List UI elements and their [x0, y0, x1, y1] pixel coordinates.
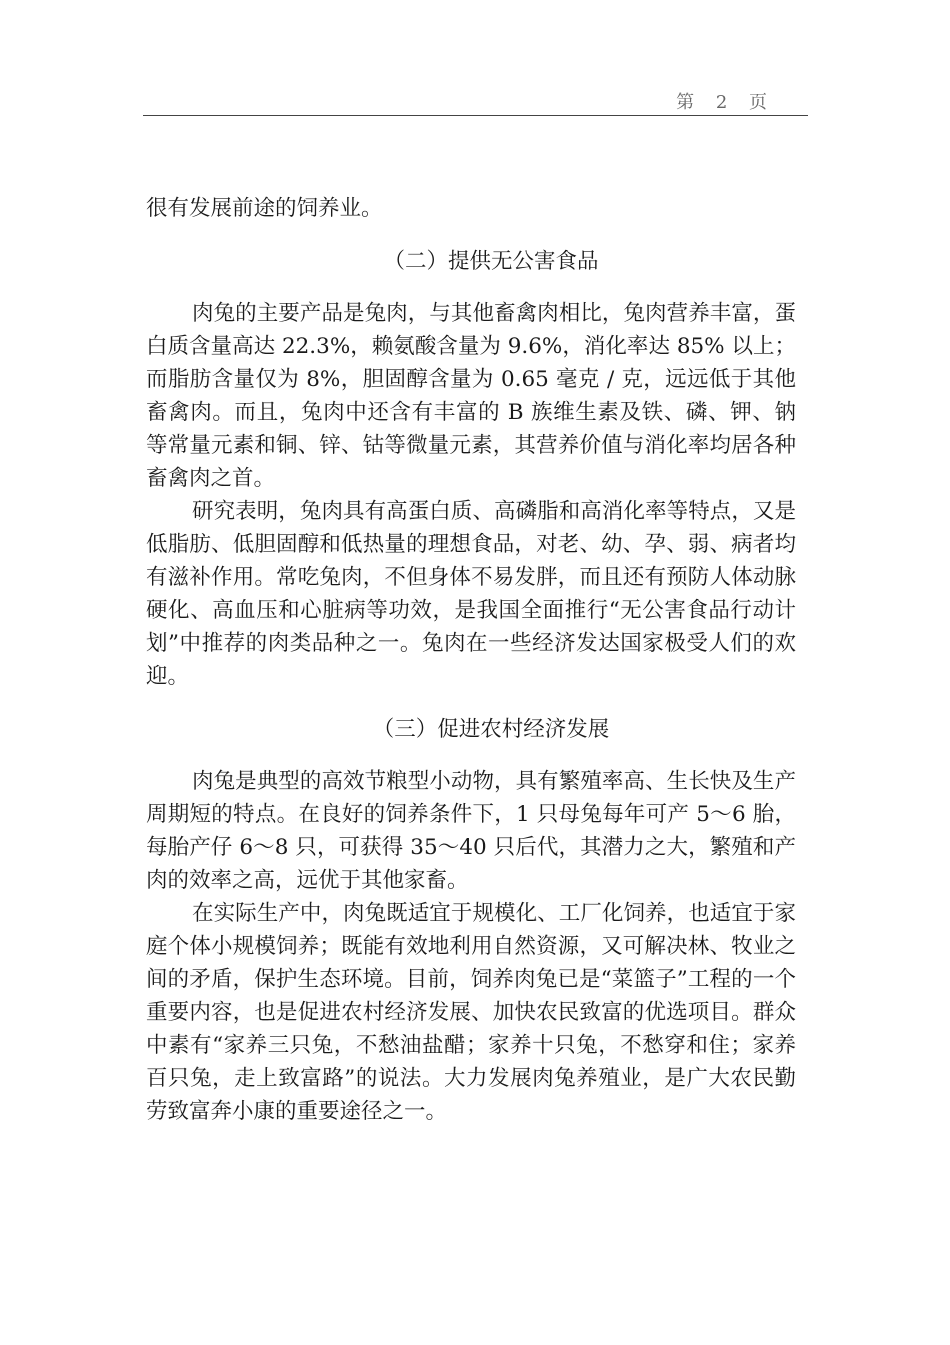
section-3-paragraph-2: 在实际生产中，肉兔既适宜于规模化、工厂化饲养，也适宜于家庭个体小规模饲养；既能有效地利用自然资源，又可解决林、牧业之间的矛盾，保护生态环境。目前，饲养肉兔已是“菜篮子”工程的一个重要内容，也是促进农村经济发展、加快农民致富的优选项目。群众中素有“家养三只兔，不愁油盐醋；家养十只兔，不愁穿和住；家养百只兔，走上致富路”的说法。大力发展肉兔养殖业，是广大农民勤劳致富奔小康的重要途径之一。: [146, 901, 796, 1124]
section-2-paragraph-1: 肉兔的主要产品是兔肉，与其他畜禽肉相比，兔肉营养丰富，蛋白质含量高达 22.3%，赖氨酸含量为 9.6%，消化率达 85% 以上；而脂肪含量仅为 8%，胆固醇含量为 0.65 毫克 / 克，远远低于其他畜禽肉。而且，兔肉中还含有丰富的 B 族维生素及铁、磷、钾、钠等常量元素和铜、锌、钴等微量元素，其营养价值与消化率均居各种畜禽肉之首。: [146, 301, 796, 491]
page-number-header: 第 2 页: [676, 92, 775, 113]
section-2-paragraph-2: 研究表明，兔肉具有高蛋白质、高磷脂和高消化率等特点，又是低脂肪、低胆固醇和低热量的理想食品，对老、幼、孕、弱、病者均有滋补作用。常吃兔肉，不但身体不易发胖，而且还有预防人体动脉硬化、高血压和心脏病等功效，是我国全面推行“无公害食品行动计划”中推荐的肉类品种之一。兔肉在一些经济发达国家极受人们的欢迎。: [146, 499, 796, 689]
header-divider: [143, 115, 808, 116]
page-body: [146, 192, 796, 1128]
section-heading-3: （三）促进农村经济发展: [372, 717, 610, 742]
section-3-paragraph-1: 肉兔是典型的高效节粮型小动物，具有繁殖率高、生长快及生产周期短的特点。在良好的饲养条件下，1 只母兔每年可产 5～6 胎，每胎产仔 6～8 只，可获得 35～40 只后代，其潜力之大，繁殖和产肉的效率之高，远优于其他家畜。: [146, 769, 796, 893]
intro-paragraph-tail: 很有发展前途的饲养业。: [146, 196, 383, 221]
section-heading-2: （二）提供无公害食品: [383, 249, 599, 274]
